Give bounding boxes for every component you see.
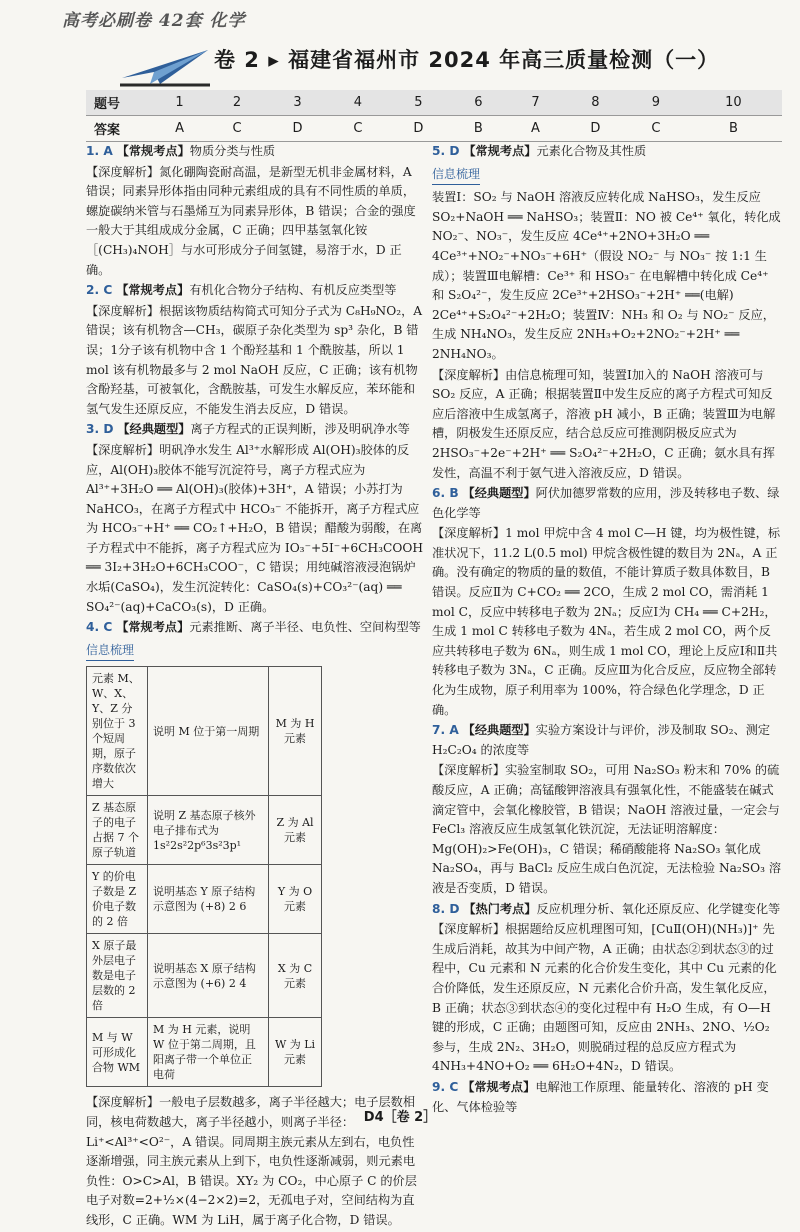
question-number: 3 — [266, 90, 329, 116]
page-number: D4［卷 2］ — [363, 1110, 437, 1125]
q5-explanation: 【深度解析】由信息梳理可知，装置Ⅰ加入的 NaOH 溶液可与 SO₂ 反应，A 正确；根据装置Ⅱ中发生反应的离子方程式可知反应后溶液中生成氢离子，溶液 pH 减小，B 正确；装置Ⅲ为电解槽，阴极发生还原反应，结合总反应可推测阴极反应式为 2HSO₃⁻+2e⁻+2H⁺ ══ S₂O₄²⁻+2H₂O，C 正确；氨水具有挥发性，高温不利于氨气进入溶液反应，D 错误。 — [432, 367, 776, 480]
q2-heading: 2. C 【常规考点】有机化合物分子结构、有机反应类型等 — [86, 283, 397, 298]
question-number: 9 — [627, 90, 685, 116]
question-number: 7 — [507, 90, 564, 116]
answer-letter: D — [387, 116, 450, 142]
q3-heading: 3. D 【经典题型】离子方程式的正误判断，涉及明矾净水等 — [86, 422, 410, 437]
q1-heading: 1. A 【常规考点】物质分类与性质 — [86, 144, 276, 158]
answer-letter: B — [450, 116, 507, 142]
question-number-label: 题号 — [86, 90, 151, 116]
question-number: 2 — [208, 90, 266, 116]
question-number: 5 — [387, 90, 450, 116]
element-inference-table — [86, 666, 322, 1087]
q6-explanation: 【深度解析】1 mol 甲烷中含 4 mol C—H 键，均为极性键，标准状况下，11.2 L(0.5 mol) 甲烷含极性键的数目为 2Nₐ，A 正确。没有确定的物质的量的数值，不能计算质子数具体数目，B 错误。反应Ⅱ为 C+CO₂ ══ 2CO，生成 2 mol CO，需消耗 1 mol C，反应中转移电子数为 2Nₐ；反应Ⅰ为 CH₄ ══ C+2H₂，生成 1 mol C 转移电子数为 4Nₐ，若生成 2 mol CO，两个反应共转移电子数为 6Nₐ，则生成 1 mol CO，理论上反应Ⅰ和Ⅱ共转移电子数为 3Nₐ，C 正确。反应Ⅲ为化合反应，反应物全部转化为生成物，原子利用率为 100%，符合绿色化学理念，D 正确。 — [432, 526, 781, 717]
question-number-row — [86, 90, 782, 116]
table-row: Y 的价电子数是 Z 价电子数的 2 倍 说明基态 Y 原子结构示意图为 (+8) 2 6 Y 为 O 元素 — [87, 865, 322, 934]
q7-heading: 7. A 【经典题型】实验方案设计与评价，涉及制取 SO₂、测定 H₂C₂O₄ 的浓度等 — [432, 723, 771, 757]
table-row: M 与 W 可形成化合物 WM M 为 H 元素，说明 W 位于第二周期，且阳离子带一个单位正电荷 W 为 Li 元素 — [87, 1018, 322, 1087]
answer-letter: A — [151, 116, 208, 142]
answer-letter: D — [266, 116, 329, 142]
q3-explanation: 【深度解析】明矾净水发生 Al³⁺水解形成 Al(OH)₃胶体的反应，Al(OH)₃胶体不能写沉淀符号，离子方程式应为 Al³⁺+3H₂O ══ Al(OH)₃(胶体)+3H⁺，A 错误；小苏打为 NaHCO₃，在离子方程式中 HCO₃⁻ 不能拆开，离子方程式应为 HCO₃⁻+H⁺ ══ CO₂↑+H₂O，B 错误；醋酸为弱酸，在离子方程式中不能拆，离子方程式应为 IO₃⁻+5I⁻+6CH₃COOH ══ 3I₂+3H₂O+6CH₃COO⁻，C 错误；用纯碱溶液浸泡锅炉水垢(CaSO₄)，发生沉淀转化：CaSO₄(s)+CO₃²⁻(aq) ══ SO₄²⁻(aq)+CaCO₃(s)，D 正确。 — [86, 442, 423, 614]
q5-heading: 5. D 【常规考点】元素化合物及其性质 — [432, 144, 647, 158]
answer-table — [86, 90, 782, 142]
question-number: 4 — [329, 90, 387, 116]
q9-heading: 9. C 【常规考点】电解池工作原理、能量转化、溶液的 pH 变化、气体检验等 — [432, 1079, 769, 1114]
q5-info-summary: 装置Ⅰ：SO₂ 与 NaOH 溶液反应转化成 NaHSO₃，发生反应 SO₂+NaOH ══ NaHSO₃；装置Ⅱ：NO 被 Ce⁴⁺ 氧化，转化成 NO₂⁻、NO₃⁻，发生反应 4Ce⁴⁺+2NO+3H₂O ══ 4Ce³⁺+NO₂⁻+NO₃⁻+6H⁺（假设 NO₂⁻ 与 NO₃⁻ 按 1:1 生成）；装置Ⅲ电解槽：Ce³⁺ 和 HSO₃⁻ 在电解槽中转化成 Ce⁴⁺ 和 S₂O₄²⁻，发生反应 2Ce³⁺+2HSO₃⁻+2H⁺ ══(电解) 2Ce⁴⁺+S₂O₄²⁻+2H₂O；装置Ⅳ：NH₃ 和 O₂ 与 NO₂⁻ 反应，生成 NH₄NO₃，发生反应 2NH₃+O₂+2NO₂⁻+2H⁺ ══ 2NH₄NO₃。 — [432, 190, 781, 361]
paper-title: 卷 2 ▸ 福建省福州市 2024 年高三质量检测（一） — [214, 48, 720, 72]
question-number: 10 — [685, 90, 782, 116]
info-summary-label: 信息梳理 — [432, 165, 480, 186]
answer-letter: C — [208, 116, 266, 142]
right-column — [432, 142, 782, 1118]
book-series-title: 高考必刷卷 42套 化学 — [62, 11, 246, 31]
question-number: 6 — [450, 90, 507, 116]
answer-label: 答案 — [86, 116, 151, 142]
table-row: 元素 M、W、X、Y、Z 分别位于 3 个短周期，原子序数依次增大 说明 M 位于第一周期 M 为 H 元素 — [87, 667, 322, 796]
q8-heading: 8. D 【热门考点】反应机理分析、氧化还原反应、化学键变化等 — [432, 901, 781, 916]
question-number: 1 — [151, 90, 208, 116]
q4-explanation: 【深度解析】一般电子层数越多，离子半径越大；电子层数相同，核电荷数越大，离子半径越小，则离子半径：Li⁺<Al³⁺<O²⁻，A 错误。同周期主族元素从左到右，电负性逐渐增强，同主族元素从上到下，电负性逐渐减弱，则元素电负性：O>C>Al，B 错误。XY₂ 为 CO₂，中心原子 C 的价层电子对数=2+½×(4−2×2)=2，无孤电子对，空间结构为直线形，C 正确。WM 为 LiH，属于离子化合物，D 错误。 — [86, 1095, 417, 1227]
answer-letter: B — [685, 116, 782, 142]
left-column — [86, 142, 426, 1232]
q8-explanation: 【深度解析】根据题给反应机理图可知，[CuⅡ(OH)(NH₃)]⁺ 先生成后消耗，故其为中间产物，A 正确；由状态②到状态③的过程中，Cu 元素和 N 元素的化合价发生变化，其中 Cu 元素的化合价降低，发生还原反应，N 元素化合价升高，发生氧化反应，B 正确；状态③到状态④的变化过程中有 H₂O 生成，有 O—H 键的形成，C 正确；由题图可知，反应由 2NH₃、2NO、½O₂ 参与，生成 2N₂、3H₂O，则脱硝过程的总反应方程式为 4NH₃+4NO+O₂ ══ 6H₂O+4N₂，D 错误。 — [432, 922, 777, 1074]
question-number: 8 — [564, 90, 627, 116]
answer-letter: C — [329, 116, 387, 142]
q1-explanation: 【深度解析】氮化硼陶瓷耐高温，是新型无机非金属材料，A 错误；同素异形体指由同种元素组成的具有不同性质的单质，螺旋碳纳米管与石墨烯互为同素异形体，B 错误；合金的强度一般大于其组成成分金属，C 正确；四甲基氢氧化铵［(CH₃)₄NOH］与水可形成分子间氢键，易溶于水，D 正确。 — [86, 164, 416, 277]
table-row: Z 基态原子的电子占据 7 个原子轨道 说明 Z 基态原子核外电子排布式为 1s²2s²2p⁶3s²3p¹ Z 为 Al 元素 — [87, 796, 322, 865]
info-summary-label: 信息梳理 — [86, 641, 134, 662]
answer-row — [86, 116, 782, 142]
q4-heading: 4. C 【常规考点】元素推断、离子半径、电负性、空间构型等 — [86, 620, 421, 635]
q7-explanation: 【深度解析】实验室制取 SO₂，可用 Na₂SO₃ 粉末和 70% 的硫酸反应，A 正确；高锰酸钾溶液具有强氧化性，不能盛装在碱式滴定管中，会氧化橡胶管，B 错误；NaOH 溶液过量，一定会与 FeCl₃ 溶液反应生成氢氧化铁沉淀，无法证明溶解度：Mg(OH)₂>Fe(OH)₃，C 错误；稀硝酸能将 Na₂SO₃ 氧化成 Na₂SO₄，再与 BaCl₂ 反应生成白色沉淀，无法检验 Na₂SO₃ 溶液是否变质，D 错误。 — [432, 763, 782, 895]
answer-letter: D — [564, 116, 627, 142]
q2-explanation: 【深度解析】根据该物质结构简式可知分子式为 C₈H₉NO₂，A 错误；该有机物含—CH₃，碳原子杂化类型为 sp³ 杂化，B 错误；1分子该有机物中含 1 个酚羟基和 1 个酰胺基，所以 1 mol 该有机物最多与 2 mol NaOH 反应，C 正确；该有机物含酚羟基，可被氧化，含酰胺基，可发生水解反应，苯环能和氢气发生还原反应，不能发生消去反应，D 错误。 — [86, 303, 423, 416]
paper-plane-icon — [120, 48, 210, 88]
table-row: X 原子最外层电子数是电子层数的 2 倍 说明基态 X 原子结构示意图为 (+6) 2 4 X 为 C 元素 — [87, 934, 322, 1018]
q6-heading: 6. B 【经典题型】阿伏加德罗常数的应用，涉及转移电子数、绿色化学等 — [432, 486, 780, 520]
answer-letter: A — [507, 116, 564, 142]
answer-letter: C — [627, 116, 685, 142]
